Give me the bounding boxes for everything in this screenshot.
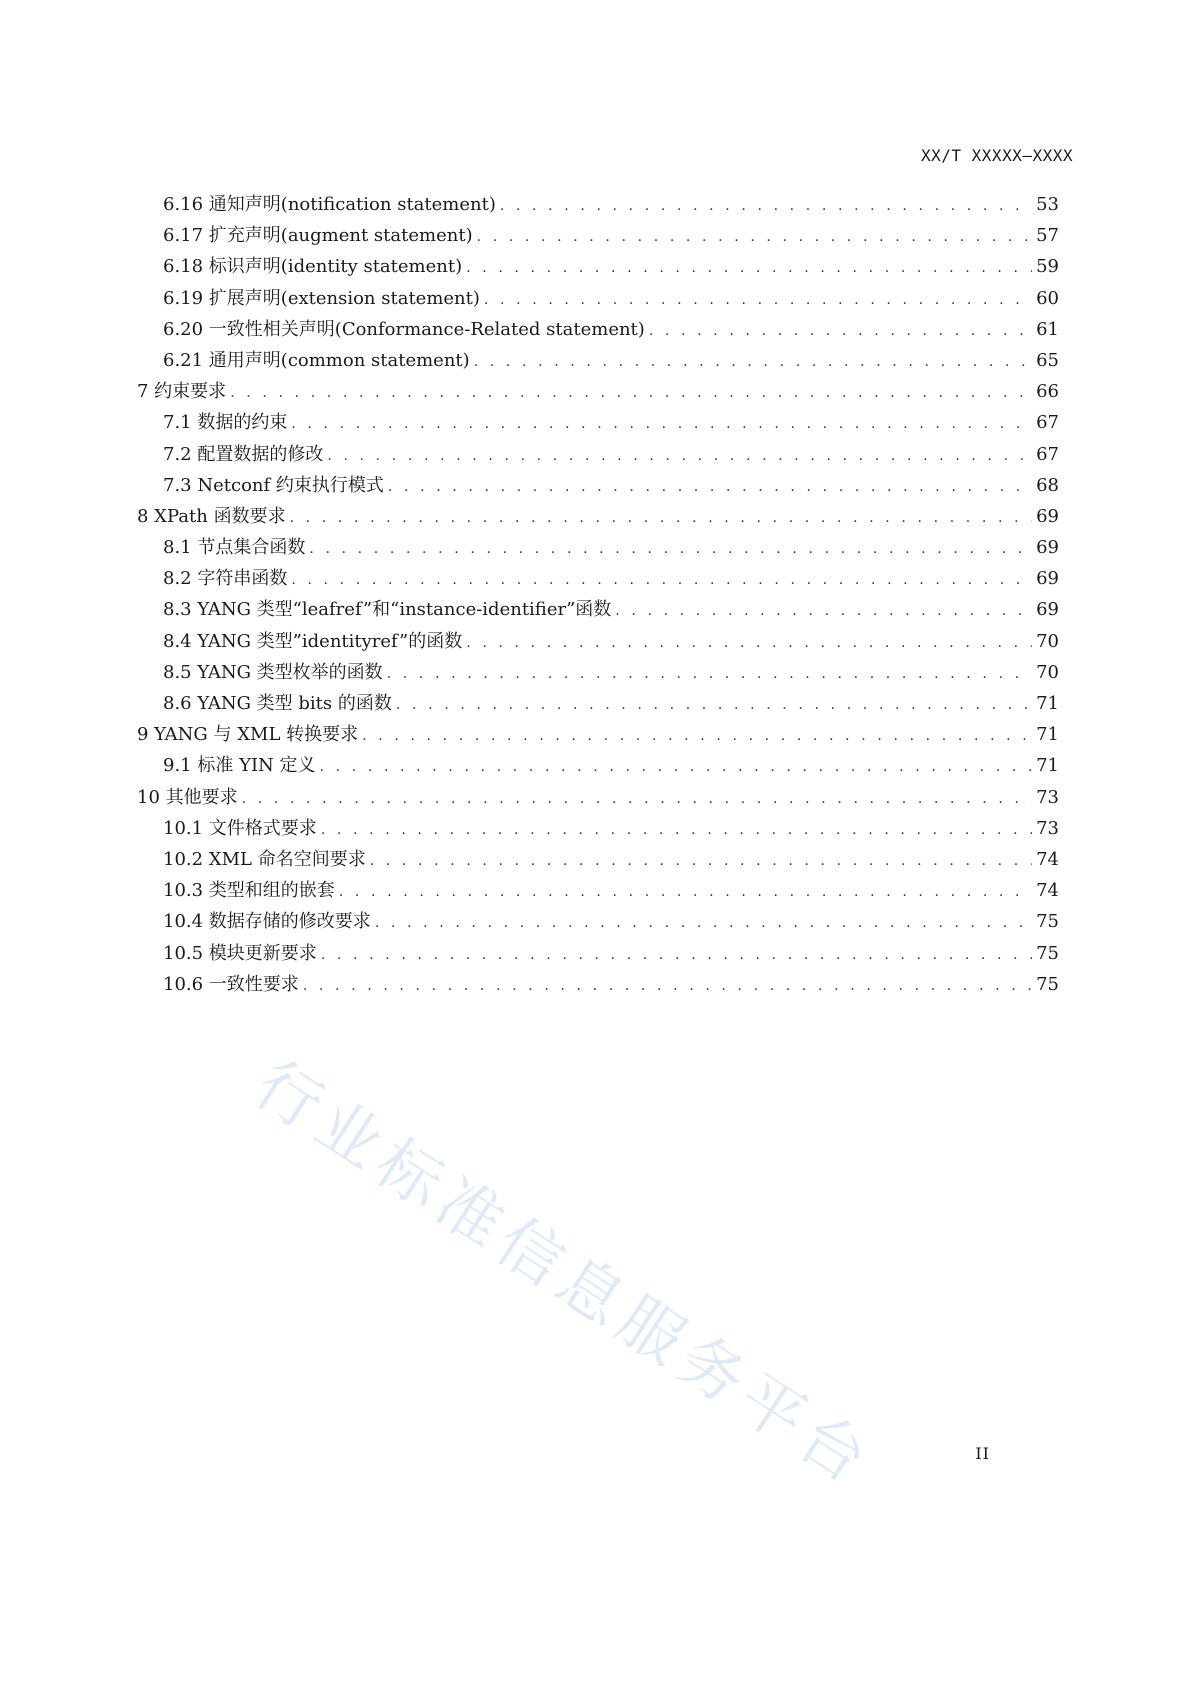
toc-entry[interactable] bbox=[137, 783, 1059, 814]
toc-entry-title: 7.2 配置数据的修改 bbox=[163, 443, 324, 465]
table-of-contents bbox=[137, 190, 1059, 1001]
toc-entry-page: 66 bbox=[1036, 381, 1059, 403]
toc-entry[interactable] bbox=[137, 502, 1059, 533]
toc-entry-page: 71 bbox=[1036, 693, 1059, 714]
toc-entry-title: 10.4 数据存储的修改要求 bbox=[163, 911, 371, 933]
toc-entry-page: 74 bbox=[1036, 848, 1059, 870]
toc-entry[interactable] bbox=[137, 471, 1059, 502]
toc-entry[interactable] bbox=[137, 907, 1059, 938]
toc-entry[interactable] bbox=[137, 720, 1059, 751]
toc-entry-page: 69 bbox=[1036, 599, 1059, 621]
toc-dot-leader bbox=[484, 292, 1032, 308]
toc-entry-page: 70 bbox=[1036, 661, 1059, 683]
toc-entry-page: 73 bbox=[1036, 786, 1059, 808]
toc-dot-leader bbox=[291, 572, 1032, 588]
toc-entry[interactable] bbox=[137, 876, 1059, 907]
toc-dot-leader bbox=[327, 448, 1032, 464]
toc-entry[interactable] bbox=[137, 970, 1059, 1001]
toc-entry[interactable] bbox=[137, 939, 1059, 970]
toc-entry-page: 71 bbox=[1036, 755, 1059, 777]
toc-entry[interactable] bbox=[137, 346, 1059, 377]
document-code-header: XX/T XXXXX—XXXX bbox=[921, 146, 1073, 165]
toc-dot-leader bbox=[303, 978, 1032, 994]
toc-dot-leader bbox=[466, 260, 1032, 276]
toc-entry-page: 74 bbox=[1036, 880, 1059, 902]
toc-entry-page: 68 bbox=[1036, 474, 1059, 496]
toc-dot-leader bbox=[649, 323, 1032, 339]
toc-entry-title: 10.3 类型和组的嵌套 bbox=[163, 880, 335, 902]
toc-entry[interactable] bbox=[137, 845, 1059, 876]
toc-entry-title: 8.6 YANG 类型 bits 的函数 bbox=[163, 693, 392, 714]
toc-entry-title: 10 其他要求 bbox=[137, 786, 238, 808]
toc-dot-leader bbox=[387, 666, 1032, 682]
toc-entry-page: 53 bbox=[1036, 194, 1059, 215]
toc-dot-leader bbox=[309, 541, 1032, 557]
toc-entry-title: 6.18 标识声明(identity statement) bbox=[163, 256, 463, 278]
toc-dot-leader bbox=[466, 635, 1032, 651]
toc-dot-leader bbox=[230, 385, 1032, 401]
toc-entry-page: 67 bbox=[1036, 412, 1059, 434]
toc-entry-title: 10.1 文件格式要求 bbox=[163, 817, 317, 839]
toc-entry-title: 6.21 通用声明(common statement) bbox=[163, 349, 470, 371]
toc-entry-page: 69 bbox=[1036, 568, 1059, 590]
toc-entry[interactable] bbox=[137, 408, 1059, 439]
toc-entry[interactable] bbox=[137, 627, 1059, 658]
toc-entry[interactable] bbox=[137, 284, 1059, 315]
toc-entry-title: 6.17 扩充声明(augment statement) bbox=[163, 225, 473, 247]
toc-entry-title: 8.1 节点集合函数 bbox=[163, 537, 306, 559]
toc-entry[interactable] bbox=[137, 564, 1059, 595]
toc-dot-leader bbox=[474, 354, 1032, 370]
toc-dot-leader bbox=[396, 697, 1032, 713]
toc-dot-leader bbox=[615, 603, 1032, 619]
toc-dot-leader bbox=[339, 884, 1032, 900]
toc-entry-title: 7 约束要求 bbox=[137, 381, 227, 403]
toc-dot-leader bbox=[388, 479, 1032, 495]
page-number: II bbox=[975, 1444, 990, 1463]
toc-entry-page: 67 bbox=[1036, 443, 1059, 465]
toc-entry-title: 8.2 字符串函数 bbox=[163, 568, 288, 590]
toc-dot-leader bbox=[477, 229, 1032, 245]
toc-entry[interactable] bbox=[137, 814, 1059, 845]
toc-entry[interactable] bbox=[137, 595, 1059, 626]
toc-entry-title: 7.3 Netconf 约束执行模式 bbox=[163, 474, 384, 496]
toc-entry-title: 9.1 标准 YIN 定义 bbox=[163, 755, 316, 777]
toc-entry-page: 69 bbox=[1036, 537, 1059, 559]
toc-entry[interactable] bbox=[137, 751, 1059, 782]
toc-entry-title: 8.4 YANG 类型”identityref”的函数 bbox=[163, 630, 463, 652]
toc-entry[interactable] bbox=[137, 315, 1059, 346]
toc-dot-leader bbox=[370, 853, 1032, 869]
toc-entry-page: 59 bbox=[1036, 256, 1059, 278]
toc-entry-page: 75 bbox=[1036, 911, 1059, 933]
toc-dot-leader bbox=[291, 416, 1032, 432]
toc-entry[interactable] bbox=[137, 377, 1059, 408]
toc-dot-leader bbox=[290, 510, 1033, 526]
toc-entry[interactable] bbox=[137, 658, 1059, 689]
toc-entry-title: 7.1 数据的约束 bbox=[163, 412, 288, 434]
toc-dot-leader bbox=[375, 915, 1032, 931]
watermark: 行业标准信息服务平台 bbox=[241, 1047, 886, 1502]
toc-entry-page: 61 bbox=[1036, 318, 1059, 340]
toc-entry-page: 70 bbox=[1036, 630, 1059, 652]
toc-entry-page: 71 bbox=[1036, 724, 1059, 746]
toc-entry-page: 60 bbox=[1036, 287, 1059, 309]
toc-dot-leader bbox=[321, 947, 1032, 963]
toc-entry-page: 75 bbox=[1036, 973, 1059, 995]
toc-entry-title: 8.3 YANG 类型“leafref”和“instance-identifier”函数 bbox=[163, 599, 612, 621]
toc-entry-title: 9 YANG 与 XML 转换要求 bbox=[137, 724, 359, 746]
toc-dot-leader bbox=[500, 198, 1032, 214]
toc-entry[interactable] bbox=[137, 190, 1059, 221]
toc-entry-page: 65 bbox=[1036, 349, 1059, 371]
toc-entry[interactable] bbox=[137, 440, 1059, 471]
toc-dot-leader bbox=[362, 728, 1032, 744]
toc-entry-page: 73 bbox=[1036, 817, 1059, 839]
toc-entry-page: 75 bbox=[1036, 942, 1059, 964]
toc-entry-title: 6.16 通知声明(notification statement) bbox=[163, 194, 496, 215]
toc-entry[interactable] bbox=[137, 533, 1059, 564]
toc-dot-leader bbox=[320, 759, 1033, 775]
toc-entry-title: 10.6 一致性要求 bbox=[163, 973, 299, 995]
toc-entry-title: 10.5 模块更新要求 bbox=[163, 942, 317, 964]
toc-entry[interactable] bbox=[137, 689, 1059, 720]
toc-entry-title: 6.20 一致性相关声明(Conformance-Related statement) bbox=[163, 318, 645, 340]
toc-entry-page: 69 bbox=[1036, 505, 1059, 527]
toc-dot-leader bbox=[321, 822, 1032, 838]
toc-entry-page: 57 bbox=[1036, 225, 1059, 247]
toc-entry-title: 10.2 XML 命名空间要求 bbox=[163, 848, 366, 870]
toc-entry[interactable] bbox=[137, 252, 1059, 283]
toc-entry-title: 8.5 YANG 类型枚举的函数 bbox=[163, 661, 383, 683]
toc-dot-leader bbox=[242, 791, 1032, 807]
toc-entry-title: 6.19 扩展声明(extension statement) bbox=[163, 287, 480, 309]
toc-entry-title: 8 XPath 函数要求 bbox=[137, 505, 286, 527]
toc-entry[interactable] bbox=[137, 221, 1059, 252]
